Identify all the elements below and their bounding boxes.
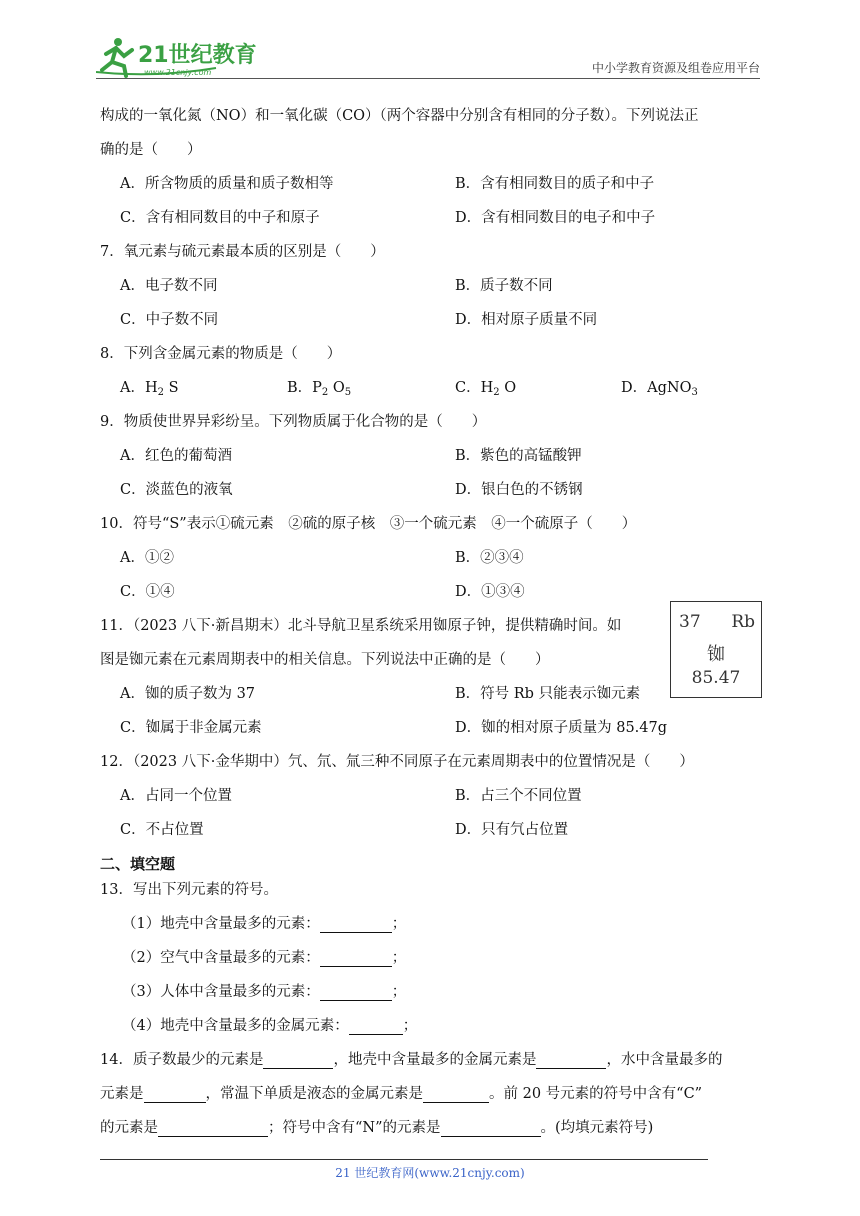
svg-text:21世纪教育: 21世纪教育 (138, 43, 257, 68)
q11-stem-line-1: 11．（2023 八下·新昌期末）北斗导航卫星系统采用铷原子钟，提供精确时间。如 (100, 618, 622, 634)
q13-item-1: （1）地壳中含量最多的元素： ； (122, 916, 407, 932)
element-name: 铷 (707, 644, 725, 665)
q11-option-d: D．铷的相对原子质量为 85.47g (455, 720, 668, 736)
q12-option-c: C．不占位置 (120, 822, 204, 838)
intro-line-1: 构成的一氧化氮（NO）和一氧化碳（CO）（两个容器中分别含有相同的分子数）。下列说法正 (100, 108, 699, 124)
q9-options-row-1 (100, 443, 762, 477)
q8-stem: 8．下列含金属元素的物质是（ ） (100, 346, 342, 362)
q14-blank-4[interactable] (423, 1086, 489, 1103)
element-atomic-mass: 85.47 (691, 668, 741, 688)
intro-options-row-1 (100, 171, 762, 205)
q7-options-row-2 (100, 307, 762, 341)
q7-stem: 7．氧元素与硫元素最本质的区别是（ ） (100, 244, 385, 260)
element-symbol: Rb (731, 612, 755, 632)
q10-option-b: B．②③④ (455, 550, 524, 566)
svg-text:www.21cnjy.com: www.21cnjy.com (144, 68, 212, 77)
q12-stem: 12．（2023 八下·金华期中）氕、氘、氚三种不同原子在元素周期表中的位置情况是（ ） (100, 754, 694, 770)
intro-option-a: A．所含物质的质量和质子数相等 (120, 176, 334, 192)
q13-blank-4[interactable] (349, 1018, 403, 1035)
q9-options-row-2 (100, 477, 762, 511)
intro-option-c: C．含有相同数目的中子和原子 (120, 210, 320, 226)
q10-options-row-1 (100, 545, 762, 579)
q14-line-2: 元素是 ，常温下单质是液态的金属元素是 。前 20 号元素的符号中含有“C” (100, 1086, 703, 1102)
q14-line-1: 14．质子数最少的元素是 ，地壳中含量最多的金属元素是 ，水中含量最多的 (100, 1052, 723, 1068)
q8-option-c: C．$H_2$ O (455, 380, 517, 398)
q9-option-c: C．淡蓝色的液氧 (120, 482, 233, 498)
q13-item-2: （2）空气中含量最多的元素： ； (122, 950, 407, 966)
footer-divider (100, 1159, 708, 1160)
q8-option-b: B．$P_2$ $O_5$ (287, 380, 352, 398)
q11-stem-line-2: 图是铷元素在元素周期表中的相关信息。下列说法中正确的是（ ） (100, 652, 550, 668)
q7-options-row-1 (100, 273, 762, 307)
q14-blank-2[interactable] (536, 1052, 606, 1069)
q14-blank-1[interactable] (263, 1052, 333, 1069)
q10-option-d: D．①③④ (455, 584, 525, 600)
q9-stem: 9．物质使世界异彩纷呈。下列物质属于化合物的是（ ） (100, 414, 487, 430)
header-divider (96, 78, 760, 79)
q11-option-b: B．符号 Rb 只能表示铷元素 (455, 686, 641, 702)
q14-blank-5[interactable] (158, 1120, 268, 1137)
q7-option-b: B．质子数不同 (455, 278, 553, 294)
q12-option-a: A．占同一个位置 (120, 788, 232, 804)
intro-option-d: D．含有相同数目的电子和中子 (455, 210, 656, 226)
q7-option-c: C．中子数不同 (120, 312, 219, 328)
q7-option-a: A．电子数不同 (120, 278, 218, 294)
q10-stem: 10．符号“S”表示①硫元素 ②硫的原子核 ③一个硫元素 ④一个硫原子（ ） (100, 516, 637, 532)
rubidium-element-card (670, 601, 762, 698)
intro-line-2: 确的是（ ） (100, 142, 202, 158)
q8-option-a: A．$H_2$ S (120, 380, 179, 398)
q13-blank-3[interactable] (320, 984, 392, 1001)
q13-stem: 13．写出下列元素的符号。 (100, 882, 278, 898)
q14-blank-6[interactable] (441, 1120, 541, 1137)
q12-options-row-1 (100, 783, 762, 817)
footer-text: 21 世纪教育网(www.21cnjy.com) (335, 1166, 525, 1180)
site-logo (96, 34, 266, 78)
q12-option-d: D．只有氕占位置 (455, 822, 569, 838)
q12-option-b: B．占三个不同位置 (455, 788, 582, 804)
q9-option-b: B．紫色的高锰酸钾 (455, 448, 582, 464)
q9-option-d: D．银白色的不锈钢 (455, 482, 583, 498)
q10-options-row-2 (100, 579, 762, 613)
q13-item-3: （3）人体中含量最多的元素： ； (122, 984, 407, 1000)
section-heading-fill-in: 二、填空题 (100, 855, 176, 873)
q9-option-a: A．红色的葡萄酒 (120, 448, 232, 464)
element-atomic-number: 37 (679, 612, 701, 632)
q14-line-3: 的元素是 ；符号中含有“N”的元素是 。(均填元素符号) (100, 1120, 654, 1136)
q11-options-row-2 (100, 715, 762, 749)
intro-options-row-2 (100, 205, 762, 239)
q8-option-d: D．AgNO$_3$ (621, 380, 698, 398)
page-header (96, 30, 760, 80)
q13-blank-1[interactable] (320, 916, 392, 933)
q13-item-4: （4）地壳中含量最多的金属元素： ； (122, 1018, 418, 1034)
q10-option-a: A．①② (120, 550, 174, 566)
document-body (100, 103, 762, 1149)
q8-options-row (100, 375, 762, 409)
q7-option-d: D．相对原子质量不同 (455, 312, 598, 328)
header-platform-text: 中小学教育资源及组卷应用平台 (591, 61, 760, 75)
q11-option-a: A．铷的质子数为 37 (120, 686, 256, 702)
q11-option-c: C．铷属于非金属元素 (120, 720, 262, 736)
q10-option-c: C．①④ (120, 584, 175, 600)
q14-blank-3[interactable] (144, 1086, 206, 1103)
intro-option-b: B．含有相同数目的质子和中子 (455, 176, 655, 192)
q11-options-row-1 (100, 681, 762, 715)
q13-blank-2[interactable] (320, 950, 392, 967)
q12-options-row-2 (100, 817, 762, 851)
